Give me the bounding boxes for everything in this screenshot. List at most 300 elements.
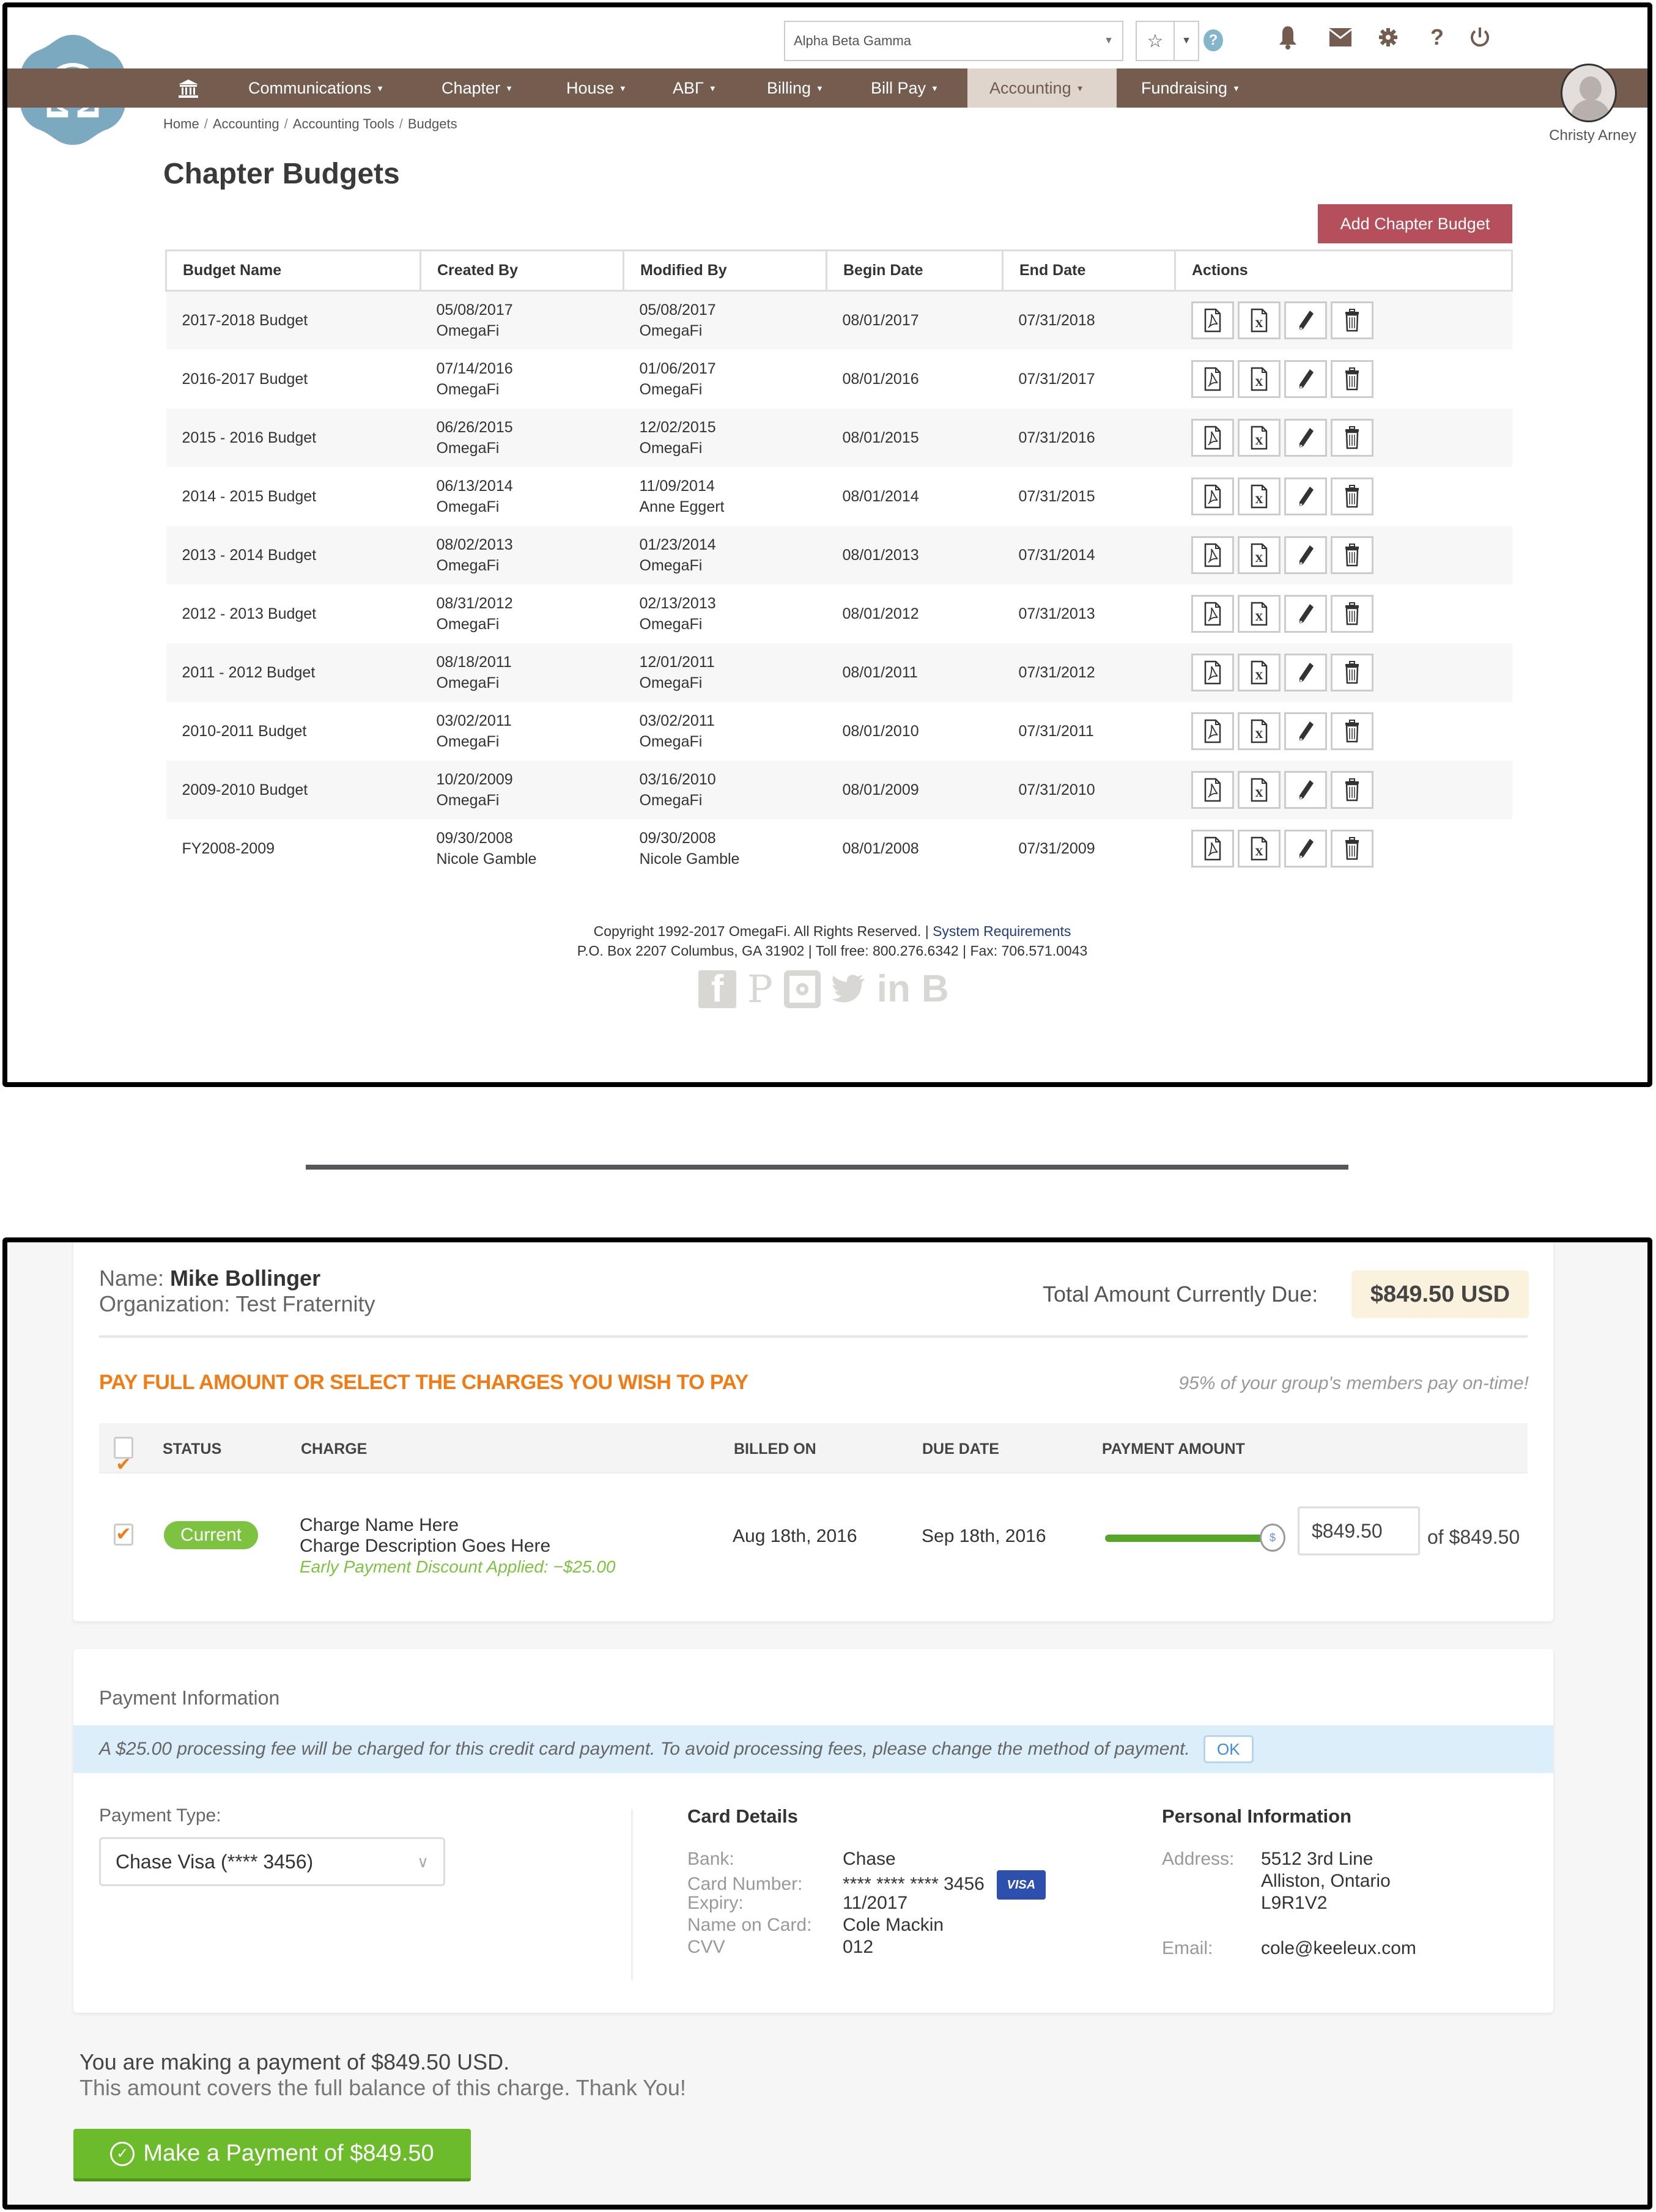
- user-name[interactable]: Christy Arney: [1549, 127, 1636, 144]
- card-details: [687, 1848, 1046, 1958]
- payment-summary: [79, 2049, 686, 2101]
- svg-text:X: X: [1255, 318, 1263, 330]
- check-circle-icon: ✓: [110, 2142, 135, 2166]
- export-pdf-button[interactable]: [1191, 712, 1234, 750]
- trash-icon: [1343, 543, 1361, 567]
- modified-by-cell: [624, 526, 827, 584]
- modified-date: 12/02/2015: [639, 418, 716, 436]
- delete-button[interactable]: [1331, 595, 1373, 633]
- footer-separator: |: [921, 923, 933, 939]
- svg-text:X: X: [1255, 376, 1263, 388]
- svg-text:X: X: [1255, 493, 1263, 506]
- budget-name: 2014 - 2015 Budget: [182, 487, 317, 505]
- actions-cell: [1175, 643, 1512, 702]
- breadcrumb-home[interactable]: Home: [163, 116, 199, 131]
- created-by: OmegaFi: [436, 556, 500, 574]
- gear-icon[interactable]: [1375, 24, 1402, 50]
- end-date: 07/31/2017: [1018, 370, 1095, 388]
- begin-date: 08/01/2009: [827, 761, 1003, 819]
- created-by-cell: [421, 643, 624, 702]
- nav-abg[interactable]: [670, 68, 719, 108]
- instagram-icon[interactable]: [784, 970, 821, 1008]
- pencil-icon: [1296, 602, 1315, 626]
- excel-icon: [1250, 543, 1268, 567]
- delete-button[interactable]: [1331, 712, 1373, 750]
- edit-button[interactable]: [1284, 360, 1327, 398]
- nav-billing[interactable]: [764, 68, 826, 108]
- modified-date: 09/30/2008: [639, 829, 716, 847]
- due-date: Sep 18th, 2016: [922, 1526, 1046, 1546]
- trash-icon: [1343, 660, 1361, 685]
- modified-by-cell: [624, 291, 827, 350]
- delete-button[interactable]: [1331, 830, 1373, 868]
- pencil-icon: [1296, 367, 1315, 391]
- budget-name: 2017-2018 Budget: [166, 291, 421, 350]
- question-icon[interactable]: ?: [1430, 24, 1444, 50]
- modified-by: OmegaFi: [639, 791, 703, 809]
- budget-name: 2015 - 2016 Budget: [166, 408, 421, 467]
- created-date: 09/30/2008: [436, 829, 513, 847]
- created-date: 08/02/2013: [436, 536, 513, 553]
- bank-label: Bank:: [687, 1849, 734, 1869]
- nav-fundraising[interactable]: [1139, 68, 1243, 108]
- header-end-date: End Date: [1003, 251, 1175, 291]
- modified-date: 01/23/2014: [639, 536, 716, 553]
- table-row: [166, 584, 1512, 643]
- begin-date: 08/01/2014: [842, 487, 919, 505]
- payment-information-card: [73, 1649, 1553, 2013]
- created-by-cell: [421, 291, 624, 350]
- name-on-card-value: Cole Mackin: [843, 1915, 944, 1935]
- actions-cell: [1175, 761, 1512, 819]
- budget-name: 2011 - 2012 Budget: [166, 643, 421, 702]
- budget-name: FY2008-2009: [182, 839, 275, 857]
- export-pdf-button[interactable]: [1191, 419, 1234, 457]
- svg-text:X: X: [1255, 611, 1263, 623]
- begin-date: 08/01/2013: [827, 526, 1003, 584]
- pdf-icon: [1203, 602, 1222, 626]
- table-row: [166, 702, 1512, 761]
- nav-accounting[interactable]: [967, 68, 1117, 108]
- begin-date: 08/01/2015: [827, 408, 1003, 467]
- delete-button[interactable]: [1331, 419, 1373, 457]
- trash-icon: [1343, 836, 1361, 861]
- trash-icon: [1343, 719, 1361, 743]
- home-building-icon[interactable]: [177, 79, 199, 98]
- header-payment-amount: PAYMENT AMOUNT: [1102, 1440, 1245, 1458]
- export-pdf-button[interactable]: [1191, 301, 1234, 339]
- nav-label: House: [566, 78, 615, 97]
- address-line-1: 5512 3rd Line: [1261, 1849, 1373, 1869]
- actions-cell: [1175, 350, 1512, 408]
- linkedin-icon[interactable]: in: [876, 968, 911, 1010]
- ontime-note: 95% of your group's members pay on-time!: [1178, 1373, 1529, 1393]
- delete-button[interactable]: [1331, 360, 1373, 398]
- budgets-screenshot: [2, 2, 1652, 1087]
- created-date: 07/14/2016: [436, 359, 513, 377]
- excel-icon: [1250, 602, 1268, 626]
- charge-checkbox[interactable]: [114, 1524, 133, 1546]
- table-row: [166, 526, 1512, 584]
- export-excel-button[interactable]: [1238, 360, 1281, 398]
- export-excel-button[interactable]: [1238, 712, 1281, 750]
- nav-label: Communications: [248, 78, 372, 97]
- end-date: 07/31/2014: [1003, 526, 1175, 584]
- created-date: 06/13/2014: [436, 477, 513, 495]
- excel-icon: [1250, 719, 1268, 743]
- charge-description: Charge Description Goes Here: [300, 1536, 551, 1556]
- excel-icon: [1250, 660, 1268, 685]
- svg-text:X: X: [1255, 435, 1263, 447]
- help-bubble-icon[interactable]: ?: [1203, 29, 1223, 51]
- modified-by: OmegaFi: [639, 439, 703, 457]
- actions-cell: [1175, 526, 1512, 584]
- modified-date: 03/02/2011: [639, 712, 715, 729]
- footer-copyright: [7, 923, 1652, 940]
- modified-by: OmegaFi: [639, 380, 703, 398]
- power-icon[interactable]: [1466, 24, 1493, 50]
- modified-by: OmegaFi: [639, 674, 703, 691]
- modified-by-cell: [624, 702, 827, 761]
- export-pdf-button[interactable]: [1191, 830, 1234, 868]
- charge-details: [300, 1515, 615, 1577]
- payment-type-select[interactable]: [99, 1837, 445, 1886]
- end-date: 07/31/2011: [1018, 722, 1094, 740]
- favorites-dropdown-button[interactable]: [1175, 22, 1198, 60]
- caret-down-icon: ▼: [1076, 83, 1084, 93]
- header-due-date: DUE DATE: [922, 1440, 999, 1458]
- created-by-cell: [421, 761, 624, 819]
- delete-button[interactable]: [1331, 477, 1373, 515]
- nav-label: ΑΒΓ: [673, 78, 704, 97]
- column-divider: [631, 1809, 633, 1980]
- modified-by-cell: [624, 819, 827, 878]
- modified-date: 01/06/2017: [639, 359, 716, 377]
- bank-value: Chase: [843, 1849, 896, 1869]
- make-payment-button[interactable]: [73, 2129, 471, 2181]
- copyright-text: Copyright 1992-2017 OmegaFi. All Rights Reserved.: [593, 923, 922, 939]
- end-date: 07/31/2013: [1018, 605, 1095, 622]
- trash-icon: [1343, 367, 1361, 391]
- card-details-title: Card Details: [687, 1805, 798, 1827]
- edit-button[interactable]: [1284, 536, 1327, 574]
- modified-by-cell: [624, 467, 827, 526]
- total-due-badge: $849.50 USD: [1351, 1270, 1529, 1318]
- export-pdf-button[interactable]: [1191, 654, 1234, 691]
- edit-button[interactable]: [1284, 654, 1327, 691]
- budget-name: 2010-2011 Budget: [182, 722, 307, 740]
- facebook-icon[interactable]: f: [698, 970, 736, 1008]
- caret-down-icon: ▼: [816, 83, 824, 93]
- section-divider: [306, 1165, 1348, 1170]
- organization-select-value: Alpha Beta Gamma: [794, 33, 911, 48]
- modified-by-cell: [624, 408, 827, 467]
- payment-type-label: Payment Type:: [99, 1805, 221, 1826]
- delete-button[interactable]: [1331, 536, 1373, 574]
- trash-icon: [1343, 602, 1361, 626]
- name-on-card-label: Name on Card:: [687, 1915, 812, 1935]
- member-name-line: [99, 1266, 320, 1291]
- export-pdf-button[interactable]: [1191, 360, 1234, 398]
- export-excel-button[interactable]: [1238, 771, 1281, 809]
- card-number-value: **** **** **** 3456: [843, 1873, 985, 1894]
- personal-information: [1162, 1848, 1416, 1959]
- edit-button[interactable]: [1284, 712, 1327, 750]
- modified-by-cell: [624, 584, 827, 643]
- make-payment-label: Make a Payment of $849.50: [143, 2140, 434, 2166]
- begin-date: 08/01/2010: [842, 722, 919, 740]
- checkmark-icon: ✔: [116, 1454, 131, 1475]
- actions-cell: [1175, 291, 1512, 350]
- export-excel-button[interactable]: [1238, 536, 1281, 574]
- begin-date: 08/01/2016: [842, 370, 919, 388]
- add-chapter-budget-button[interactable]: Add Chapter Budget: [1318, 204, 1512, 243]
- pencil-icon: [1296, 836, 1315, 861]
- expiry-value: 11/2017: [843, 1893, 908, 1913]
- breadcrumb-separator: /: [399, 116, 403, 131]
- nav-house[interactable]: [564, 68, 629, 108]
- nav-label: Billing: [767, 78, 811, 97]
- user-avatar[interactable]: [1561, 64, 1617, 122]
- excel-icon: [1250, 308, 1268, 333]
- delete-button[interactable]: [1331, 654, 1373, 691]
- pencil-icon: [1296, 426, 1315, 450]
- pencil-icon: [1296, 484, 1315, 509]
- trash-icon: [1343, 308, 1361, 333]
- chevron-down-icon: ▼: [1104, 35, 1114, 46]
- svg-text:X: X: [1255, 552, 1263, 564]
- created-date: 08/18/2011: [436, 653, 512, 671]
- created-date: 10/20/2009: [436, 770, 513, 788]
- created-date: 08/31/2012: [436, 594, 513, 612]
- caret-down-icon: ▼: [1181, 35, 1191, 46]
- card-number-label: Card Number:: [687, 1873, 803, 1894]
- personal-information-title: Personal Information: [1162, 1805, 1352, 1827]
- export-pdf-button[interactable]: [1191, 595, 1234, 633]
- address-line-2: Alliston, Ontario: [1261, 1871, 1391, 1891]
- pdf-icon: [1203, 484, 1222, 509]
- nav-label: Bill Pay: [871, 78, 926, 97]
- header-begin-date: Begin Date: [827, 251, 1003, 291]
- budget-name: 2016-2017 Budget: [182, 370, 308, 388]
- email-label: Email:: [1162, 1938, 1213, 1958]
- excel-icon: [1250, 484, 1268, 509]
- nav-communications[interactable]: [246, 68, 386, 108]
- organization-select[interactable]: [784, 21, 1123, 61]
- end-date: 07/31/2016: [1003, 408, 1175, 467]
- address-label: Address:: [1162, 1849, 1235, 1869]
- payment-type-value: Chase Visa (**** 3456): [116, 1850, 314, 1873]
- payment-screenshot: [2, 1237, 1652, 2210]
- nav-bill-pay[interactable]: [868, 68, 941, 108]
- actions-cell: [1175, 819, 1512, 878]
- cvv-value: 012: [843, 1937, 874, 1957]
- pdf-icon: [1203, 543, 1222, 567]
- member-name: Mike Bollinger: [170, 1266, 321, 1291]
- payment-slider-track[interactable]: [1105, 1535, 1270, 1542]
- edit-button[interactable]: [1284, 301, 1327, 339]
- pdf-icon: [1203, 660, 1222, 685]
- blog-icon[interactable]: B: [921, 968, 949, 1010]
- pdf-icon: [1203, 778, 1222, 802]
- trash-icon: [1343, 426, 1361, 450]
- created-by: OmegaFi: [436, 498, 500, 515]
- created-by: OmegaFi: [436, 439, 500, 457]
- header-status: STATUS: [163, 1440, 222, 1458]
- social-links: [698, 967, 949, 1011]
- begin-date: 08/01/2008: [842, 839, 919, 857]
- organization-line: Organization: Test Fraternity: [99, 1291, 375, 1316]
- export-pdf-button[interactable]: [1191, 771, 1234, 809]
- created-by-cell: [421, 526, 624, 584]
- begin-date: 08/01/2012: [842, 605, 919, 622]
- payment-summary-subline: This amount covers the full balance of this charge. Thank You!: [79, 2075, 686, 2100]
- created-by: OmegaFi: [436, 615, 500, 633]
- created-by-cell: [421, 350, 624, 408]
- export-excel-button[interactable]: [1238, 477, 1281, 515]
- page-title: Chapter Budgets: [163, 158, 400, 190]
- pencil-icon: [1296, 543, 1315, 567]
- budget-name: 2009-2010 Budget: [166, 761, 421, 819]
- breadcrumb-accounting[interactable]: Accounting: [212, 116, 279, 131]
- envelope-icon[interactable]: [1327, 24, 1354, 50]
- pdf-icon: [1203, 308, 1222, 333]
- modified-date: 12/01/2011: [639, 653, 715, 671]
- pinterest-icon[interactable]: P: [747, 967, 773, 1011]
- export-excel-button[interactable]: [1238, 419, 1281, 457]
- payment-summary-line: You are making a payment of $849.50 USD.: [79, 2049, 510, 2074]
- nav-label: Chapter: [442, 78, 501, 97]
- payment-amount-input[interactable]: [1298, 1506, 1420, 1555]
- svg-text:X: X: [1255, 669, 1263, 682]
- breadcrumb-accounting-tools[interactable]: Accounting Tools: [292, 116, 394, 131]
- delete-button[interactable]: [1331, 301, 1373, 339]
- modified-by: OmegaFi: [639, 556, 703, 574]
- created-by-cell: [421, 467, 624, 526]
- pencil-icon: [1296, 660, 1315, 685]
- star-icon: ☆: [1147, 31, 1164, 51]
- end-date: 07/31/2012: [1003, 643, 1175, 702]
- created-by: OmegaFi: [436, 380, 500, 398]
- delete-button[interactable]: [1331, 771, 1373, 809]
- excel-icon: [1250, 778, 1268, 802]
- select-all-checkbox[interactable]: [114, 1437, 133, 1475]
- header-charge: CHARGE: [301, 1440, 368, 1458]
- table-row: [166, 643, 1512, 702]
- created-by: OmegaFi: [436, 791, 500, 809]
- created-by-cell: [421, 702, 624, 761]
- breadcrumb: [163, 116, 457, 132]
- budgets-table: [165, 249, 1513, 878]
- actions-cell: [1175, 702, 1512, 761]
- trash-icon: [1343, 778, 1361, 802]
- excel-icon: [1250, 367, 1268, 391]
- export-excel-button[interactable]: [1238, 830, 1281, 868]
- created-by: OmegaFi: [436, 674, 500, 691]
- modified-date: 02/13/2013: [639, 594, 716, 612]
- created-date: 03/02/2011: [436, 712, 512, 729]
- header-created-by: Created By: [421, 251, 624, 291]
- table-row: [166, 761, 1512, 819]
- pay-heading: PAY FULL AMOUNT OR SELECT THE CHARGES YOU WISH TO PAY: [99, 1371, 749, 1394]
- budget-name: 2012 - 2013 Budget: [182, 605, 317, 622]
- cvv-label: CVV: [687, 1937, 725, 1957]
- footer-address: P.O. Box 2207 Columbus, GA 31902 | Toll free: 800.276.6342 | Fax: 706.571.0043: [577, 943, 1088, 959]
- caret-down-icon: ▼: [505, 83, 513, 93]
- discount-note: Early Payment Discount Applied: −$25.00: [300, 1557, 616, 1576]
- created-by-cell: [421, 819, 624, 878]
- export-excel-button[interactable]: [1238, 301, 1281, 339]
- divider-line: [99, 1335, 1528, 1338]
- email-value: cole@keeleux.com: [1261, 1938, 1416, 1958]
- excel-icon: [1250, 426, 1268, 450]
- edit-button[interactable]: [1284, 477, 1327, 515]
- address-line-3: L9R1V2: [1261, 1893, 1328, 1913]
- caret-down-icon: ▼: [376, 83, 384, 93]
- modified-date: 05/08/2017: [639, 301, 716, 319]
- export-pdf-button[interactable]: [1191, 477, 1234, 515]
- pdf-icon: [1203, 719, 1222, 743]
- actions-cell: [1175, 467, 1512, 526]
- payment-slider-thumb[interactable]: $: [1260, 1524, 1285, 1552]
- ok-button[interactable]: OK: [1203, 1735, 1254, 1763]
- svg-text:X: X: [1255, 728, 1263, 740]
- of-total-amount: of $849.50: [1427, 1526, 1520, 1548]
- modified-by-cell: [624, 761, 827, 819]
- header-modified-by: Modified By: [624, 251, 827, 291]
- export-pdf-button[interactable]: [1191, 536, 1234, 574]
- export-excel-button[interactable]: [1238, 654, 1281, 691]
- edit-button[interactable]: [1284, 771, 1327, 809]
- table-header-row: [166, 251, 1512, 291]
- favorites-button-group: [1136, 21, 1199, 61]
- nav-chapter[interactable]: [439, 68, 516, 108]
- charges-table-header: [99, 1423, 1528, 1473]
- created-by: Nicole Gamble: [436, 850, 537, 868]
- end-date: 07/31/2010: [1003, 761, 1175, 819]
- created-date: 05/08/2017: [436, 301, 513, 319]
- export-excel-button[interactable]: [1238, 595, 1281, 633]
- charge-name: Charge Name Here: [300, 1515, 459, 1535]
- pencil-icon: [1296, 719, 1315, 743]
- edit-button[interactable]: [1284, 419, 1327, 457]
- favorite-star-button[interactable]: [1137, 22, 1175, 60]
- table-row: [166, 467, 1512, 526]
- system-requirements-link[interactable]: System Requirements: [933, 923, 1071, 939]
- edit-button[interactable]: [1284, 830, 1327, 868]
- table-row: [166, 819, 1512, 878]
- header-actions: Actions: [1175, 251, 1512, 291]
- charge-row: [99, 1475, 1528, 1609]
- begin-date: 08/01/2011: [827, 643, 1003, 702]
- edit-button[interactable]: [1284, 595, 1327, 633]
- total-due-label: Total Amount Currently Due:: [1043, 1281, 1318, 1307]
- table-row: [166, 291, 1512, 350]
- modified-by: Anne Eggert: [639, 498, 725, 515]
- twitter-icon[interactable]: [832, 970, 866, 1008]
- expiry-label: Expiry:: [687, 1893, 744, 1913]
- bell-icon[interactable]: [1274, 24, 1301, 50]
- begin-date: 08/01/2017: [827, 291, 1003, 350]
- billed-on: Aug 18th, 2016: [733, 1526, 857, 1546]
- table-row: [166, 350, 1512, 408]
- modified-by: OmegaFi: [639, 615, 703, 633]
- end-date: 07/31/2018: [1003, 291, 1175, 350]
- svg-text:X: X: [1255, 846, 1263, 858]
- fee-notice-text: A $25.00 processing fee will be charged for this credit card payment. To avoid processing fees, please change the method of payment.: [99, 1739, 1190, 1759]
- created-date: 06/26/2015: [436, 418, 513, 436]
- end-date: 07/31/2009: [1018, 839, 1095, 857]
